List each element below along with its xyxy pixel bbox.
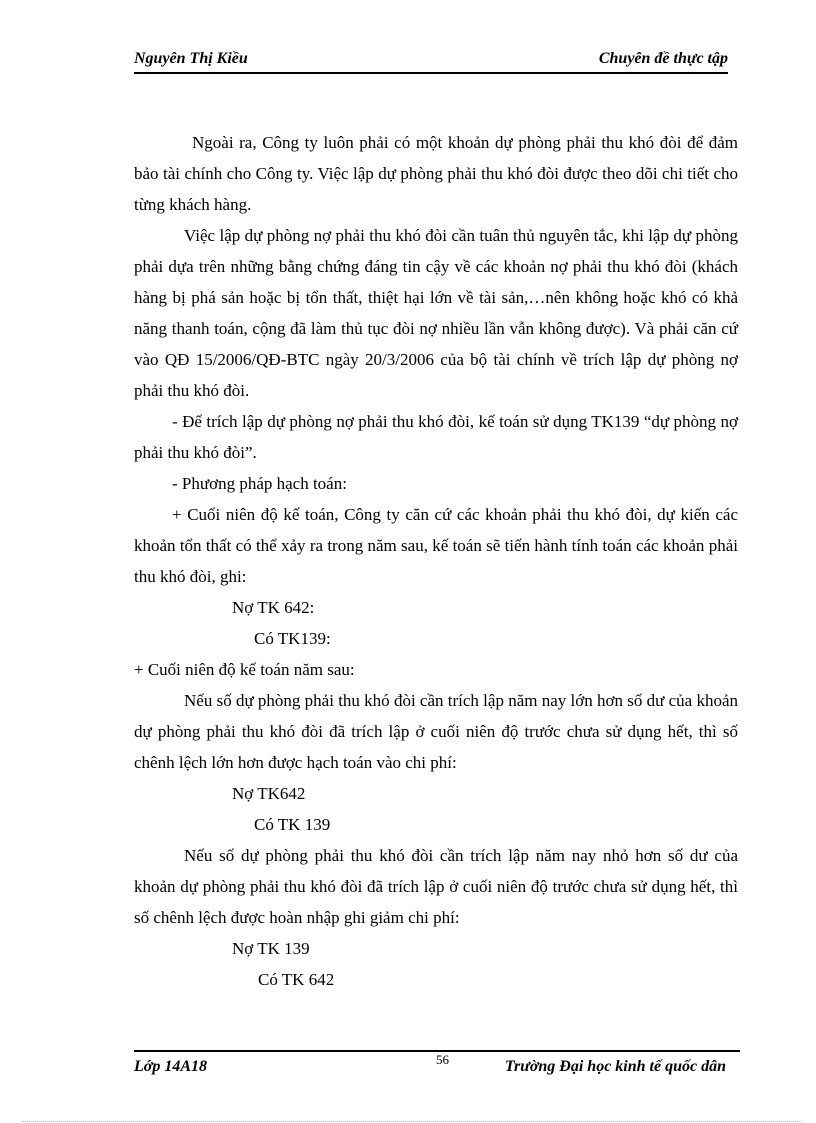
footer-school: Trường Đại học kinh tế quốc dân xyxy=(504,1058,726,1075)
entry-debit-3: Nợ TK 139 xyxy=(232,939,310,958)
page-bottom-divider xyxy=(22,1121,802,1122)
paragraph-provision-intro: Ngoài ra, Công ty luôn phải có một khoản dự phòng phải thu khó đòi để đảm bảo tài chính cho Công ty. Việc lập dự phòng phải thu khó đòi được theo dõi chi tiết cho từng khách hàng. xyxy=(134,133,738,214)
paragraph-method-heading: - Phương pháp hạch toán: xyxy=(172,474,347,493)
paragraph-provision-principles: Việc lập dự phòng nợ phải thu khó đòi cần tuân thủ nguyên tắc, khi lập dự phòng phải dựa trên những bằng chứng đáng tin cậy về các khoản nợ phải thu khó đòi (khách hàng bị phá sản hoặc bị tổn thất, thiệt hại lớn về tài sản,…nên không hoặc khó có khả năng thanh toán, cộng đã làm thủ tục đòi nợ nhiều lần vẫn không được). Và phải căn cứ vào QĐ 15/2006/QĐ-BTC ngày 20/3/2006 của bộ tài chính về trích lập dự phòng nợ phải thu khó đòi. xyxy=(134,226,738,400)
entry-debit-2: Nợ TK642 xyxy=(232,784,306,803)
entry-debit-1: Nợ TK 642: xyxy=(232,598,315,617)
entry-credit-1: Có TK139: xyxy=(254,629,331,648)
paragraph-case-larger: Nếu số dự phòng phải thu khó đòi cần trích lập năm nay lớn hơn số dư của khoản dự phòng phải thu khó đòi đã trích lập ở cuối niên độ trước chưa sử dụng hết, thì số chênh lệch lớn hơn được hạch toán vào chi phí: xyxy=(134,691,738,772)
page-footer xyxy=(134,1050,740,1082)
entry-credit-3: Có TK 642 xyxy=(258,970,335,989)
paragraph-case-smaller: Nếu số dự phòng phải thu khó đòi cần trích lập năm nay nhỏ hơn số dư của khoản dự phòng phải thu khó đòi đã trích lập ở cuối niên độ trước chưa sử dụng hết, thì số chênh lệch được hoàn nhập ghi giảm chi phí: xyxy=(134,846,738,927)
paragraph-year-end: + Cuối niên độ kế toán, Công ty căn cứ các khoản phải thu khó đòi, dự kiến các khoản tổn thất có thể xảy ra trong năm sau, kế toán sẽ tiến hành tính toán các khoản phải thu khó đòi, ghi: xyxy=(134,505,738,586)
page-header xyxy=(134,46,728,74)
paragraph-next-year: + Cuối niên độ kế toán năm sau: xyxy=(134,660,355,679)
header-author: Nguyên Thị Kiều xyxy=(134,50,248,67)
page-number: 56 xyxy=(436,1052,449,1067)
entry-credit-2: Có TK 139 xyxy=(254,815,331,834)
paragraph-account-used: - Để trích lập dự phòng nợ phải thu khó đòi, kế toán sử dụng TK139 “dự phòng nợ phải thu khó đòi”. xyxy=(134,412,738,462)
page-body xyxy=(134,127,738,995)
header-title: Chuyên đề thực tập xyxy=(598,50,728,67)
footer-class: Lớp 14A18 xyxy=(134,1058,208,1075)
